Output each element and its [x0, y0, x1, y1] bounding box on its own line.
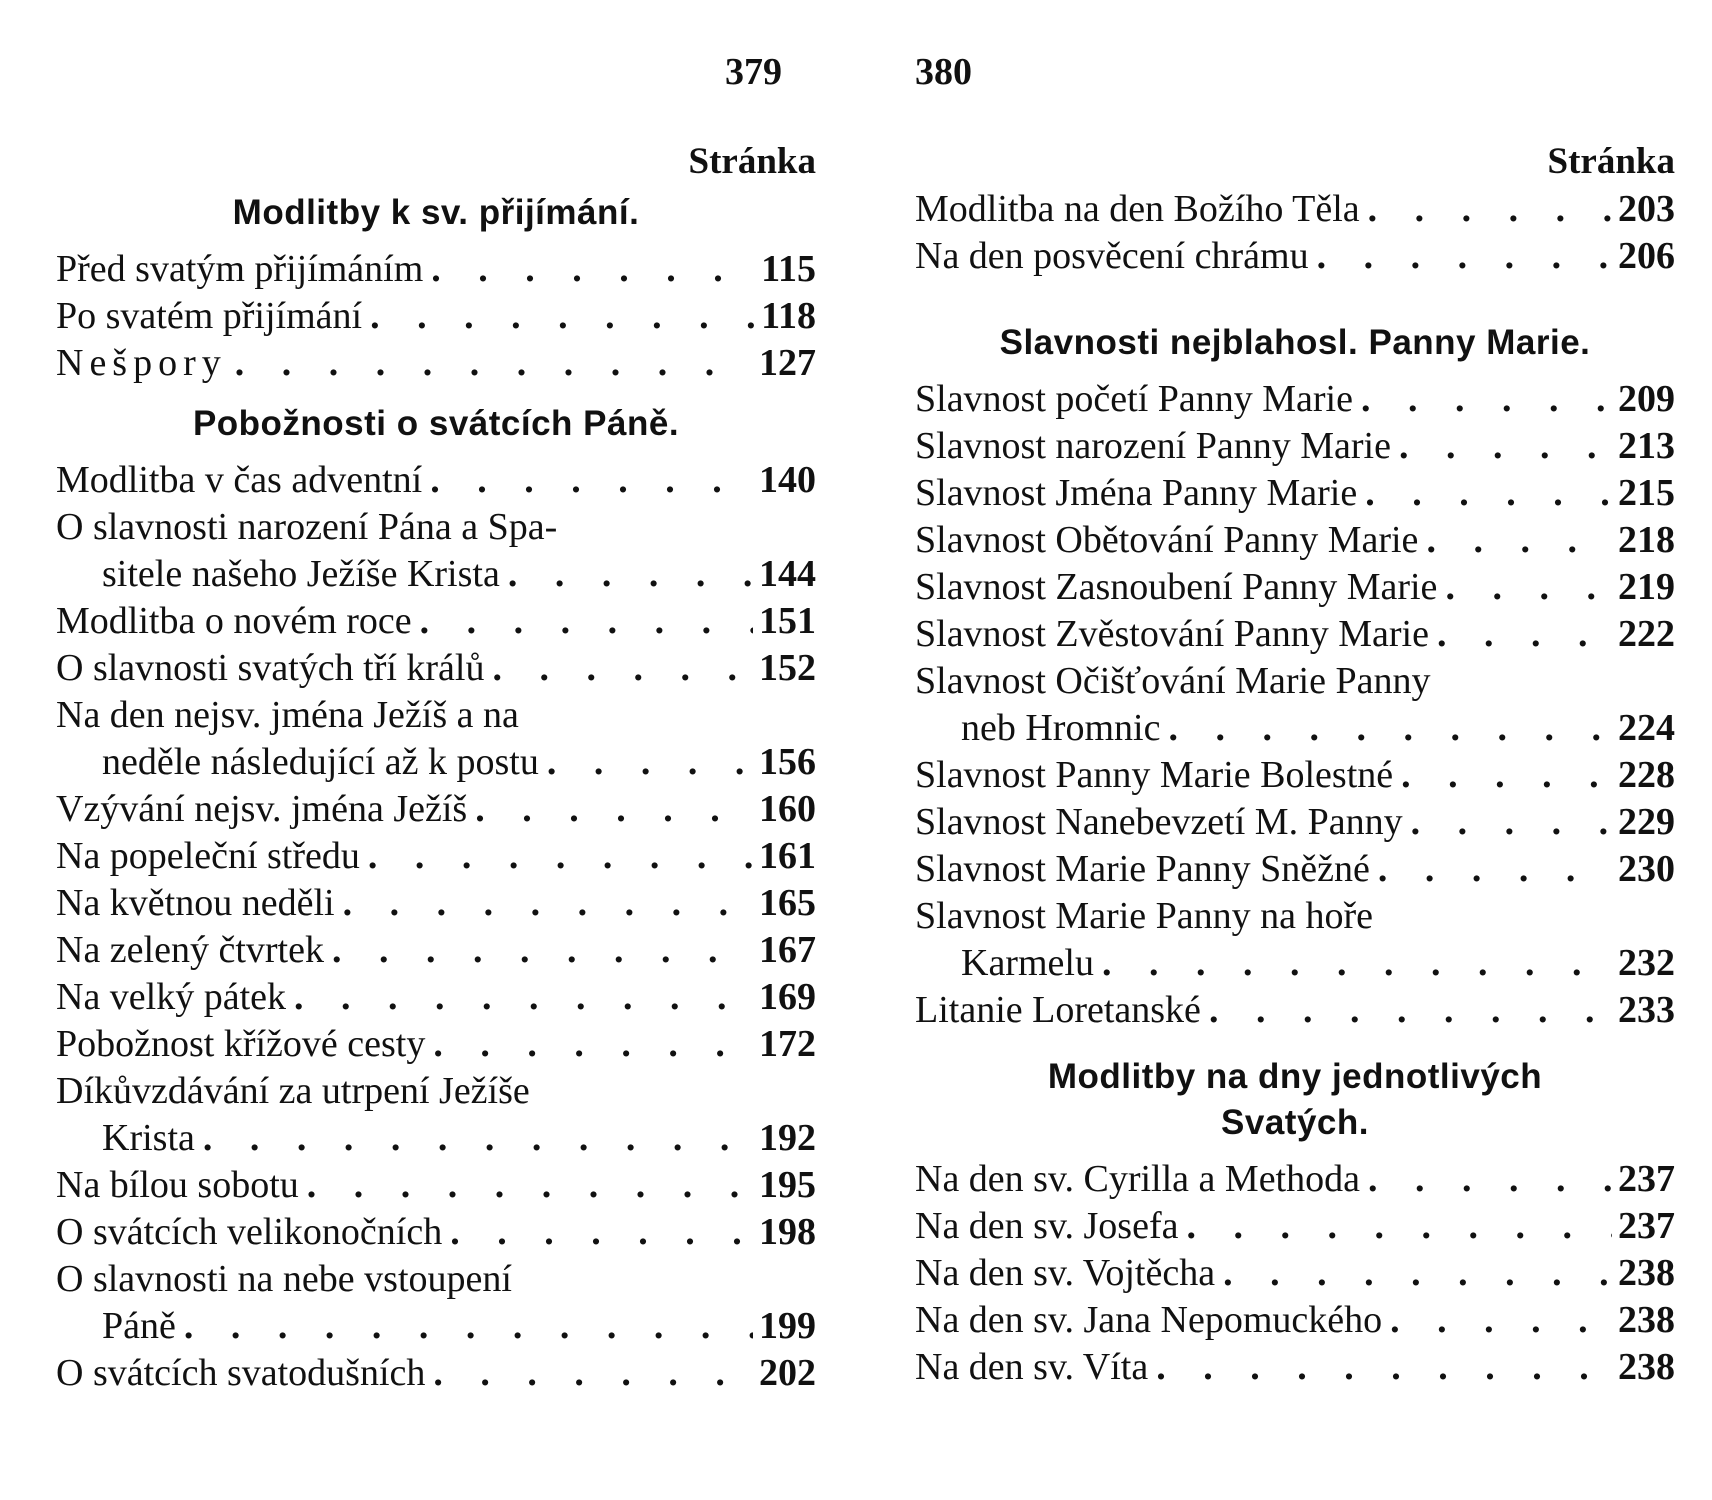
entry-title: Modlitba o novém roce	[56, 600, 412, 642]
entry-title: Slavnost Jména Panny Marie	[915, 472, 1358, 514]
toc-entry	[915, 470, 1675, 517]
toc-entry	[56, 974, 816, 1021]
dot-leader	[442, 1209, 753, 1256]
dot-leader	[1393, 752, 1612, 799]
toc-entry	[915, 517, 1675, 564]
entry-page: 202	[759, 1352, 816, 1394]
entry-page: 224	[1618, 707, 1675, 749]
entry-page: 229	[1618, 801, 1675, 843]
entry-title-line2: neděle následující až k postu	[102, 741, 539, 783]
toc-entry	[56, 1256, 816, 1350]
toc-entry	[915, 1156, 1675, 1203]
dot-leader	[484, 645, 753, 692]
dot-leader	[1370, 846, 1612, 893]
dot-leader	[1094, 940, 1612, 987]
entry-title: Na den sv. Josefa	[915, 1205, 1179, 1247]
dot-leader	[227, 340, 753, 387]
toc-entry	[56, 1162, 816, 1209]
entry-title: O svátcích svatodušních	[56, 1352, 426, 1394]
dot-leader	[425, 1350, 753, 1397]
dot-leader	[1360, 186, 1612, 233]
entry-title: Slavnost početí Panny Marie	[915, 378, 1353, 420]
dot-leader	[1437, 564, 1612, 611]
entry-page: 219	[1618, 566, 1675, 608]
entry-title: Slavnost Nanebevzetí M. Panny	[915, 801, 1403, 843]
entry-title: Pobožnost křížové cesty	[56, 1023, 426, 1065]
dot-leader	[1429, 611, 1612, 658]
entry-page: 213	[1618, 425, 1675, 467]
dot-leader	[1418, 517, 1612, 564]
toc-entry	[56, 340, 816, 387]
entry-page: 152	[759, 647, 816, 689]
toc-entry	[56, 1350, 816, 1397]
toc-entry	[56, 645, 816, 692]
entry-title: Na den sv. Jana Nepomuckého	[915, 1299, 1383, 1341]
entry-page: 169	[759, 976, 816, 1018]
toc-entry	[915, 1344, 1675, 1391]
toc-entry	[56, 457, 816, 504]
dot-leader	[176, 1303, 753, 1350]
entry-page: 161	[759, 835, 816, 877]
toc-entry	[56, 246, 816, 293]
entry-page: 199	[759, 1305, 816, 1347]
dot-leader	[500, 551, 753, 598]
entry-page: 237	[1618, 1205, 1675, 1247]
toc-entry	[915, 564, 1675, 611]
dot-leader	[299, 1162, 753, 1209]
entry-title: Na den sv. Cyrilla a Methoda	[915, 1158, 1360, 1200]
dot-leader	[1309, 233, 1612, 280]
entry-title: Slavnost Marie Panny Sněžné	[915, 848, 1370, 890]
dot-leader	[362, 293, 755, 340]
entry-page: 127	[759, 342, 816, 384]
entry-page: 228	[1618, 754, 1675, 796]
entry-title-line1: Slavnost Očišťování Marie Panny	[915, 660, 1431, 702]
entry-page: 172	[759, 1023, 816, 1065]
entry-page: 198	[759, 1211, 816, 1253]
entry-page: 237	[1618, 1158, 1675, 1200]
entry-title-line1: O slavnosti narození Pána a Spa-	[56, 506, 558, 548]
entry-title-line1: Díkůvzdávání za utrpení Ježíše	[56, 1070, 530, 1112]
entry-title: Slavnost Obětování Panny Marie	[915, 519, 1419, 561]
entry-page: 206	[1618, 235, 1675, 277]
entry-page: 238	[1618, 1346, 1675, 1388]
toc-entry	[915, 1250, 1675, 1297]
entry-title: Nešpory	[56, 342, 227, 384]
toc-entry	[56, 692, 816, 786]
entry-page: 160	[759, 788, 816, 830]
column-header: Stránka	[1547, 141, 1675, 182]
section-title-line2: Svatých.	[1221, 1103, 1369, 1142]
toc-entry	[915, 233, 1675, 280]
entry-title: Před svatým přijímáním	[56, 248, 424, 290]
entry-title-line2: Krista	[102, 1117, 195, 1159]
entry-title: Slavnost narození Panny Marie	[915, 425, 1391, 467]
entry-title: Modlitba na den Božího Těla	[915, 188, 1360, 230]
toc-entry	[915, 846, 1675, 893]
entry-title: Slavnost Zvěstování Panny Marie	[915, 613, 1429, 655]
entry-page: 151	[759, 600, 816, 642]
dot-leader	[422, 457, 753, 504]
dot-leader	[324, 927, 753, 974]
dot-leader	[1360, 1156, 1612, 1203]
dot-leader	[286, 974, 753, 1021]
entry-page: 165	[759, 882, 816, 924]
page-number: 379	[725, 51, 782, 93]
entry-title: Na zelený čtvrtek	[56, 929, 324, 971]
entry-page: 203	[1618, 188, 1675, 230]
toc-entry	[56, 1068, 816, 1162]
toc-entry	[56, 293, 816, 340]
entry-title: Na den sv. Víta	[915, 1346, 1149, 1388]
entry-title: Vzývání nejsv. jména Ježíš	[56, 788, 468, 830]
entry-page: 222	[1618, 613, 1675, 655]
toc-entry	[56, 1021, 816, 1068]
entry-page: 115	[761, 248, 816, 290]
toc-entry	[56, 1209, 816, 1256]
toc-entry	[56, 786, 816, 833]
dot-leader	[1353, 376, 1612, 423]
dot-leader	[1148, 1344, 1612, 1391]
entry-title: Modlitba v čas adventní	[56, 459, 423, 501]
entry-page: 209	[1618, 378, 1675, 420]
dot-leader	[1403, 799, 1612, 846]
page-number: 380	[915, 51, 972, 93]
dot-leader	[412, 598, 753, 645]
dot-leader	[1160, 705, 1612, 752]
entry-title: Na den posvěcení chrámu	[915, 235, 1309, 277]
toc-entry	[56, 880, 816, 927]
dot-leader	[335, 880, 753, 927]
entry-title: Po svatém přijímání	[56, 295, 363, 337]
entry-title: Slavnost Zasnoubení Panny Marie	[915, 566, 1438, 608]
toc-entry	[56, 833, 816, 880]
dot-leader	[1357, 470, 1612, 517]
entry-title: Na den sv. Vojtěcha	[915, 1252, 1216, 1294]
dot-leader	[1391, 423, 1612, 470]
dot-leader	[425, 1021, 753, 1068]
entry-page: 238	[1618, 1252, 1675, 1294]
entry-title: Na květnou neděli	[56, 882, 335, 924]
entry-page: 140	[759, 459, 816, 501]
dot-leader	[1215, 1250, 1612, 1297]
entry-page: 238	[1618, 1299, 1675, 1341]
entry-title-line2: Karmelu	[961, 942, 1094, 984]
dot-leader	[539, 739, 753, 786]
dot-leader	[467, 786, 753, 833]
section-title: Modlitby k sv. přijímání.	[232, 193, 640, 232]
entry-page: 156	[759, 741, 816, 783]
toc-entry	[915, 799, 1675, 846]
entry-page: 215	[1618, 472, 1675, 514]
entry-title: O svátcích velikonočních	[56, 1211, 443, 1253]
column-header: Stránka	[688, 141, 816, 182]
toc-entry	[915, 1203, 1675, 1250]
entry-title-line2: neb Hromnic	[961, 707, 1161, 749]
dot-leader	[360, 833, 753, 880]
entry-title-line2: Páně	[102, 1305, 176, 1347]
toc-entry	[915, 186, 1675, 233]
dot-leader	[195, 1115, 753, 1162]
section-title-line1: Modlitby na dny jednotlivých	[1047, 1057, 1543, 1096]
entry-page: 118	[761, 295, 816, 337]
toc-entry	[915, 1297, 1675, 1344]
toc-entry	[915, 611, 1675, 658]
entry-title-line1: Na den nejsv. jména Ježíš a na	[56, 694, 519, 736]
toc-entry	[915, 893, 1675, 987]
entry-page: 233	[1618, 989, 1675, 1031]
entry-title: O slavnosti svatých tří králů	[56, 647, 485, 689]
entry-page: 144	[759, 553, 816, 595]
toc-entry	[56, 504, 816, 598]
right-page	[915, 0, 1675, 1500]
entry-title: Slavnost Panny Marie Bolestné	[915, 754, 1394, 796]
entry-page: 167	[759, 929, 816, 971]
entry-title: Na popeleční středu	[56, 835, 360, 877]
entry-title-line2: sitele našeho Ježíše Krista	[102, 553, 500, 595]
dot-leader	[1178, 1203, 1612, 1250]
entry-page: 232	[1618, 942, 1675, 984]
entry-title-line1: O slavnosti na nebe vstoupení	[56, 1258, 512, 1300]
dot-leader	[1201, 987, 1612, 1034]
entry-title: Na velký pátek	[56, 976, 287, 1018]
toc-entry	[915, 987, 1675, 1034]
toc-entry	[56, 598, 816, 645]
entry-title-line1: Slavnost Marie Panny na hoře	[915, 895, 1374, 937]
entry-page: 192	[759, 1117, 816, 1159]
left-page	[56, 0, 816, 1500]
dot-leader	[1382, 1297, 1612, 1344]
dot-leader	[423, 246, 755, 293]
toc-entry	[915, 423, 1675, 470]
section-title: Pobožnosti o svátcích Páně.	[192, 404, 680, 443]
entry-page: 218	[1618, 519, 1675, 561]
toc-entry	[915, 376, 1675, 423]
entry-title: Na bílou sobotu	[56, 1164, 299, 1206]
entry-page: 195	[759, 1164, 816, 1206]
section-title: Slavnosti nejblahosl. Panny Marie.	[999, 323, 1591, 362]
toc-right	[915, 186, 1675, 1391]
toc-left	[56, 190, 816, 1397]
toc-entry	[915, 658, 1675, 752]
entry-title: Litanie Loretanské	[915, 989, 1201, 1031]
toc-entry	[915, 752, 1675, 799]
toc-entry	[56, 927, 816, 974]
entry-page: 230	[1618, 848, 1675, 890]
